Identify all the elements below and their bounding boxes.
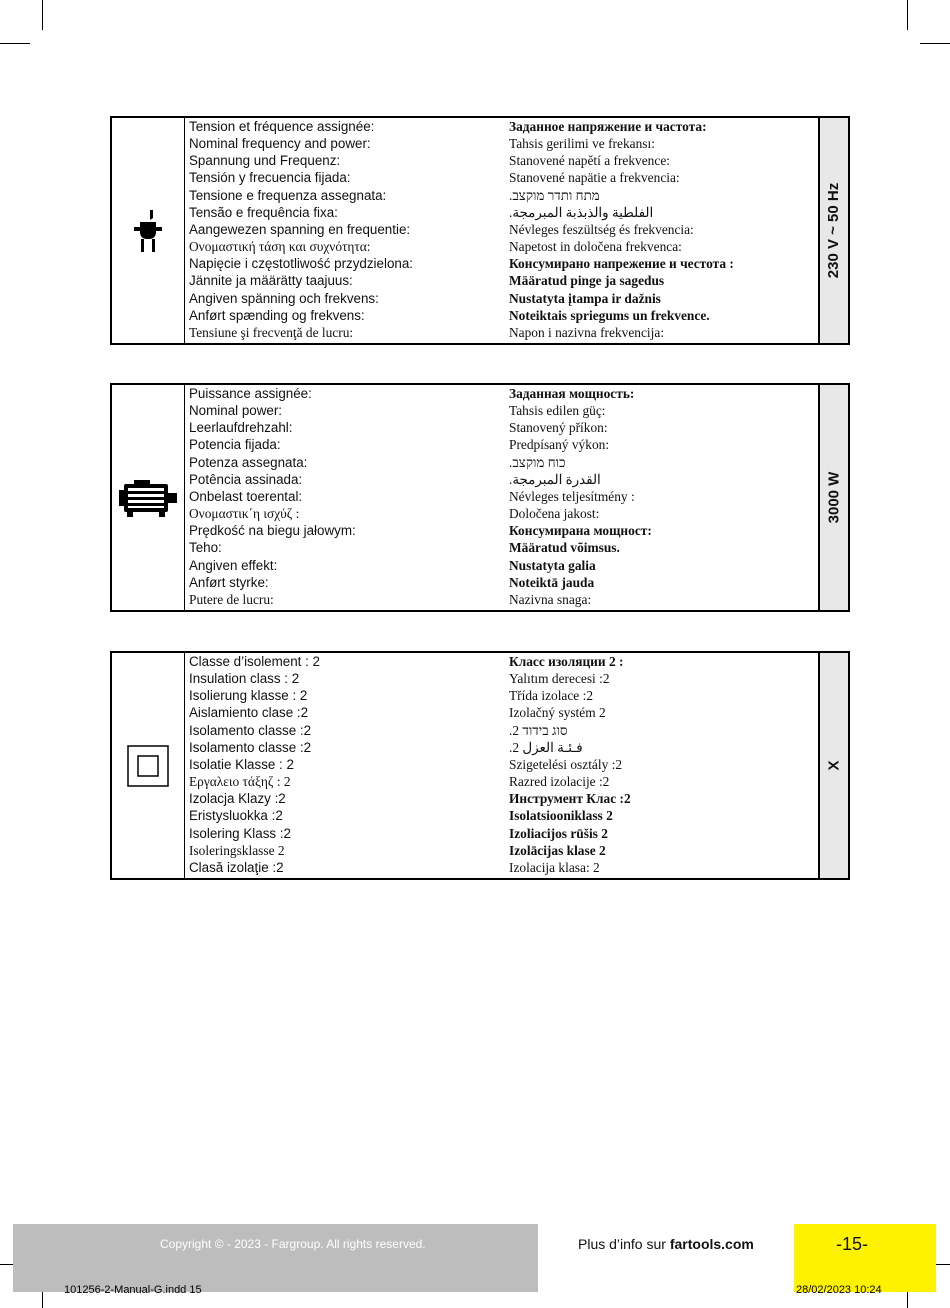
lang-cell (185, 653, 818, 878)
right-language-line: Predpísaný výkon: (509, 437, 610, 453)
right-language-line: מתח ותדר מוקצב. (509, 187, 600, 203)
left-language-line: Tensão e frequência fixa: (189, 204, 338, 220)
right-language-line: Класс изоляции 2 : (509, 654, 624, 669)
right-language-line: Stanovené napätie a frekvencia: (509, 170, 680, 186)
left-language-line: Εργαλειο τάξηζ : 2 (189, 774, 291, 790)
right-language-line: Noteiktais spriegums un frekvence. (509, 307, 710, 323)
value-cell (818, 653, 848, 878)
right-language-line: כוח מוקצב. (509, 454, 566, 470)
left-language-line: Tension et fréquence assignée: (189, 119, 375, 134)
right-language-line: Nustatyta įtampa ir dažnis (509, 290, 661, 306)
left-language-line: Tensión y frecuencia fijada: (189, 170, 351, 186)
left-language-line: Putere de lucru: (189, 591, 274, 607)
crop-mark (907, 0, 908, 30)
right-language-column (509, 385, 818, 610)
right-language-line: الفلطية والذبذبة المبرمجة. (509, 204, 654, 220)
right-language-line: Določena jakost: (509, 506, 600, 522)
more-info-prefix: Plus d’info sur (578, 1236, 670, 1252)
copyright-text: Copyright © - 2023 - Fargroup. All rights reserved. (160, 1237, 426, 1251)
right-language-line: Заданная мощность: (509, 386, 635, 401)
icon-cell (112, 385, 185, 610)
right-language-line: Yalıtım derecesi :2 (509, 671, 610, 687)
right-language-column (509, 653, 818, 878)
left-language-column (189, 653, 509, 878)
left-language-line: Isolamento classe :2 (189, 722, 312, 738)
right-language-line: Nazivna snaga: (509, 591, 592, 607)
left-language-line: Isolering Klass :2 (189, 825, 291, 841)
left-language-line: Isolamento classe :2 (189, 739, 312, 755)
left-language-line: Insulation class : 2 (189, 671, 300, 687)
left-language-line: Tensione e frequenza assegnata: (189, 187, 387, 203)
left-language-line: Spannung und Frequenz: (189, 153, 341, 169)
right-language-line: Izoliacijos rūšis 2 (509, 825, 608, 841)
right-language-line: Névleges feszültség és frekvencia: (509, 221, 694, 237)
crop-mark (920, 43, 950, 44)
right-language-line: Izolācijas klase 2 (509, 842, 606, 858)
double-insulation-icon (127, 745, 169, 787)
file-slug: 101256-2-Manual-G.indd 15 (64, 1284, 202, 1296)
left-language-line: Tensiune şi frecvenţă de lucru: (189, 324, 354, 340)
insulation-table (110, 651, 850, 880)
left-language-line: Eristysluokka :2 (189, 808, 283, 824)
more-info-text (578, 1236, 754, 1252)
right-language-line: فـئـة العزل 2. (509, 739, 583, 755)
right-language-line: Nustatyta galia (509, 557, 596, 573)
date-slug: 28/02/2023 10:24 (796, 1284, 882, 1296)
left-language-line: Potência assinada: (189, 471, 303, 487)
left-language-line: Potenza assegnata: (189, 454, 308, 470)
left-language-line: Anført spænding og frekvens: (189, 307, 365, 323)
page-number: -15- (836, 1234, 869, 1254)
voltage-table (110, 116, 850, 345)
power-table (110, 383, 850, 612)
left-language-line: Prędkość na biegu jałowym: (189, 523, 356, 539)
right-language-line: Izolačný systém 2 (509, 705, 606, 721)
right-language-line: القدرة المبرمجة. (509, 471, 601, 487)
right-language-line: Määratud võimsus. (509, 540, 620, 556)
left-language-line: Classe d’isolement : 2 (189, 654, 320, 669)
right-language-line: Noteiktā jauda (509, 574, 595, 590)
right-language-line: Заданное напряжение и частота: (509, 119, 707, 134)
left-language-line: Ονομαστικ΄η ισχύζ : (189, 506, 300, 522)
right-language-line: Napetost in določena frekvenca: (509, 239, 682, 255)
left-language-line: Clasă izolaţie :2 (189, 859, 284, 875)
icon-cell (112, 653, 185, 878)
left-language-line: Potencia fijada: (189, 437, 281, 453)
crop-mark (0, 43, 30, 44)
right-language-line: Stanovený příkon: (509, 420, 608, 436)
right-language-line: Razred izolacije :2 (509, 774, 610, 790)
left-language-line: Puissance assignée: (189, 386, 312, 401)
left-language-line: Anført styrke: (189, 574, 269, 590)
value-cell (818, 385, 848, 610)
right-language-line: Izolacija klasa: 2 (509, 859, 600, 875)
motor-icon (119, 479, 177, 517)
right-language-line: Szigetelési osztály :2 (509, 756, 623, 772)
right-language-line: Määratud pinge ja sagedus (509, 273, 665, 289)
right-language-line: Třída izolace :2 (509, 688, 594, 704)
left-language-line: Aangewezen spanning en frequentie: (189, 221, 411, 237)
right-language-line: Консумирано напрежение и честота : (509, 256, 734, 272)
right-language-line: Stanovené napětí a frekvence: (509, 153, 670, 169)
crop-mark (42, 0, 43, 30)
left-language-line: Aislamiento clase :2 (189, 705, 309, 721)
right-language-line: Tahsis edilen güç: (509, 403, 606, 419)
plug-icon (134, 210, 162, 252)
lang-cell (185, 118, 818, 343)
left-language-line: Isoleringsklasse 2 (189, 842, 285, 858)
left-language-line: Leerlaufdrehzahl: (189, 420, 293, 436)
footer-bar (13, 1224, 538, 1292)
left-language-line: Isolatie Klasse : 2 (189, 756, 294, 772)
right-language-line: Napon i nazivna frekvencija: (509, 324, 665, 340)
right-language-line: Névleges teljesítmény : (509, 488, 635, 504)
value-cell (818, 118, 848, 343)
right-language-line: Инструмент Клас :2 (509, 791, 631, 807)
icon-cell (112, 118, 185, 343)
left-language-line: Napięcie i częstotliwość przydzielona: (189, 256, 414, 272)
website-link[interactable]: fartools.com (669, 1236, 754, 1252)
right-language-line: Консумирана мощност: (509, 523, 652, 539)
left-language-line: Angiven effekt: (189, 557, 278, 573)
left-language-line: Ονομαστική τάση και συχνότητα: (189, 239, 371, 255)
rated-power-value: 3000 W (825, 471, 843, 524)
left-language-line: Onbelast toerental: (189, 488, 303, 504)
insulation-value: X (825, 760, 843, 771)
left-language-line: Isolierung klasse : 2 (189, 688, 308, 704)
left-language-column (189, 118, 509, 343)
left-language-line: Nominal power: (189, 403, 283, 419)
right-language-line: Isolatsiooniklass 2 (509, 808, 613, 824)
left-language-line: Teho: (189, 540, 222, 556)
right-language-line: Tahsis gerilimi ve frekansı: (509, 136, 655, 152)
right-language-column (509, 118, 818, 343)
left-language-column (189, 385, 509, 610)
left-language-line: Jännite ja määrätty taajuus: (189, 273, 353, 289)
right-language-line: סוג בידוד 2. (509, 722, 568, 738)
left-language-line: Izolacja Klazy :2 (189, 791, 286, 807)
lang-cell (185, 385, 818, 610)
left-language-line: Angiven spänning och frekvens: (189, 290, 379, 306)
left-language-line: Nominal frequency and power: (189, 136, 371, 152)
rated-voltage-value: 230 V ~ 50 Hz (825, 182, 843, 279)
